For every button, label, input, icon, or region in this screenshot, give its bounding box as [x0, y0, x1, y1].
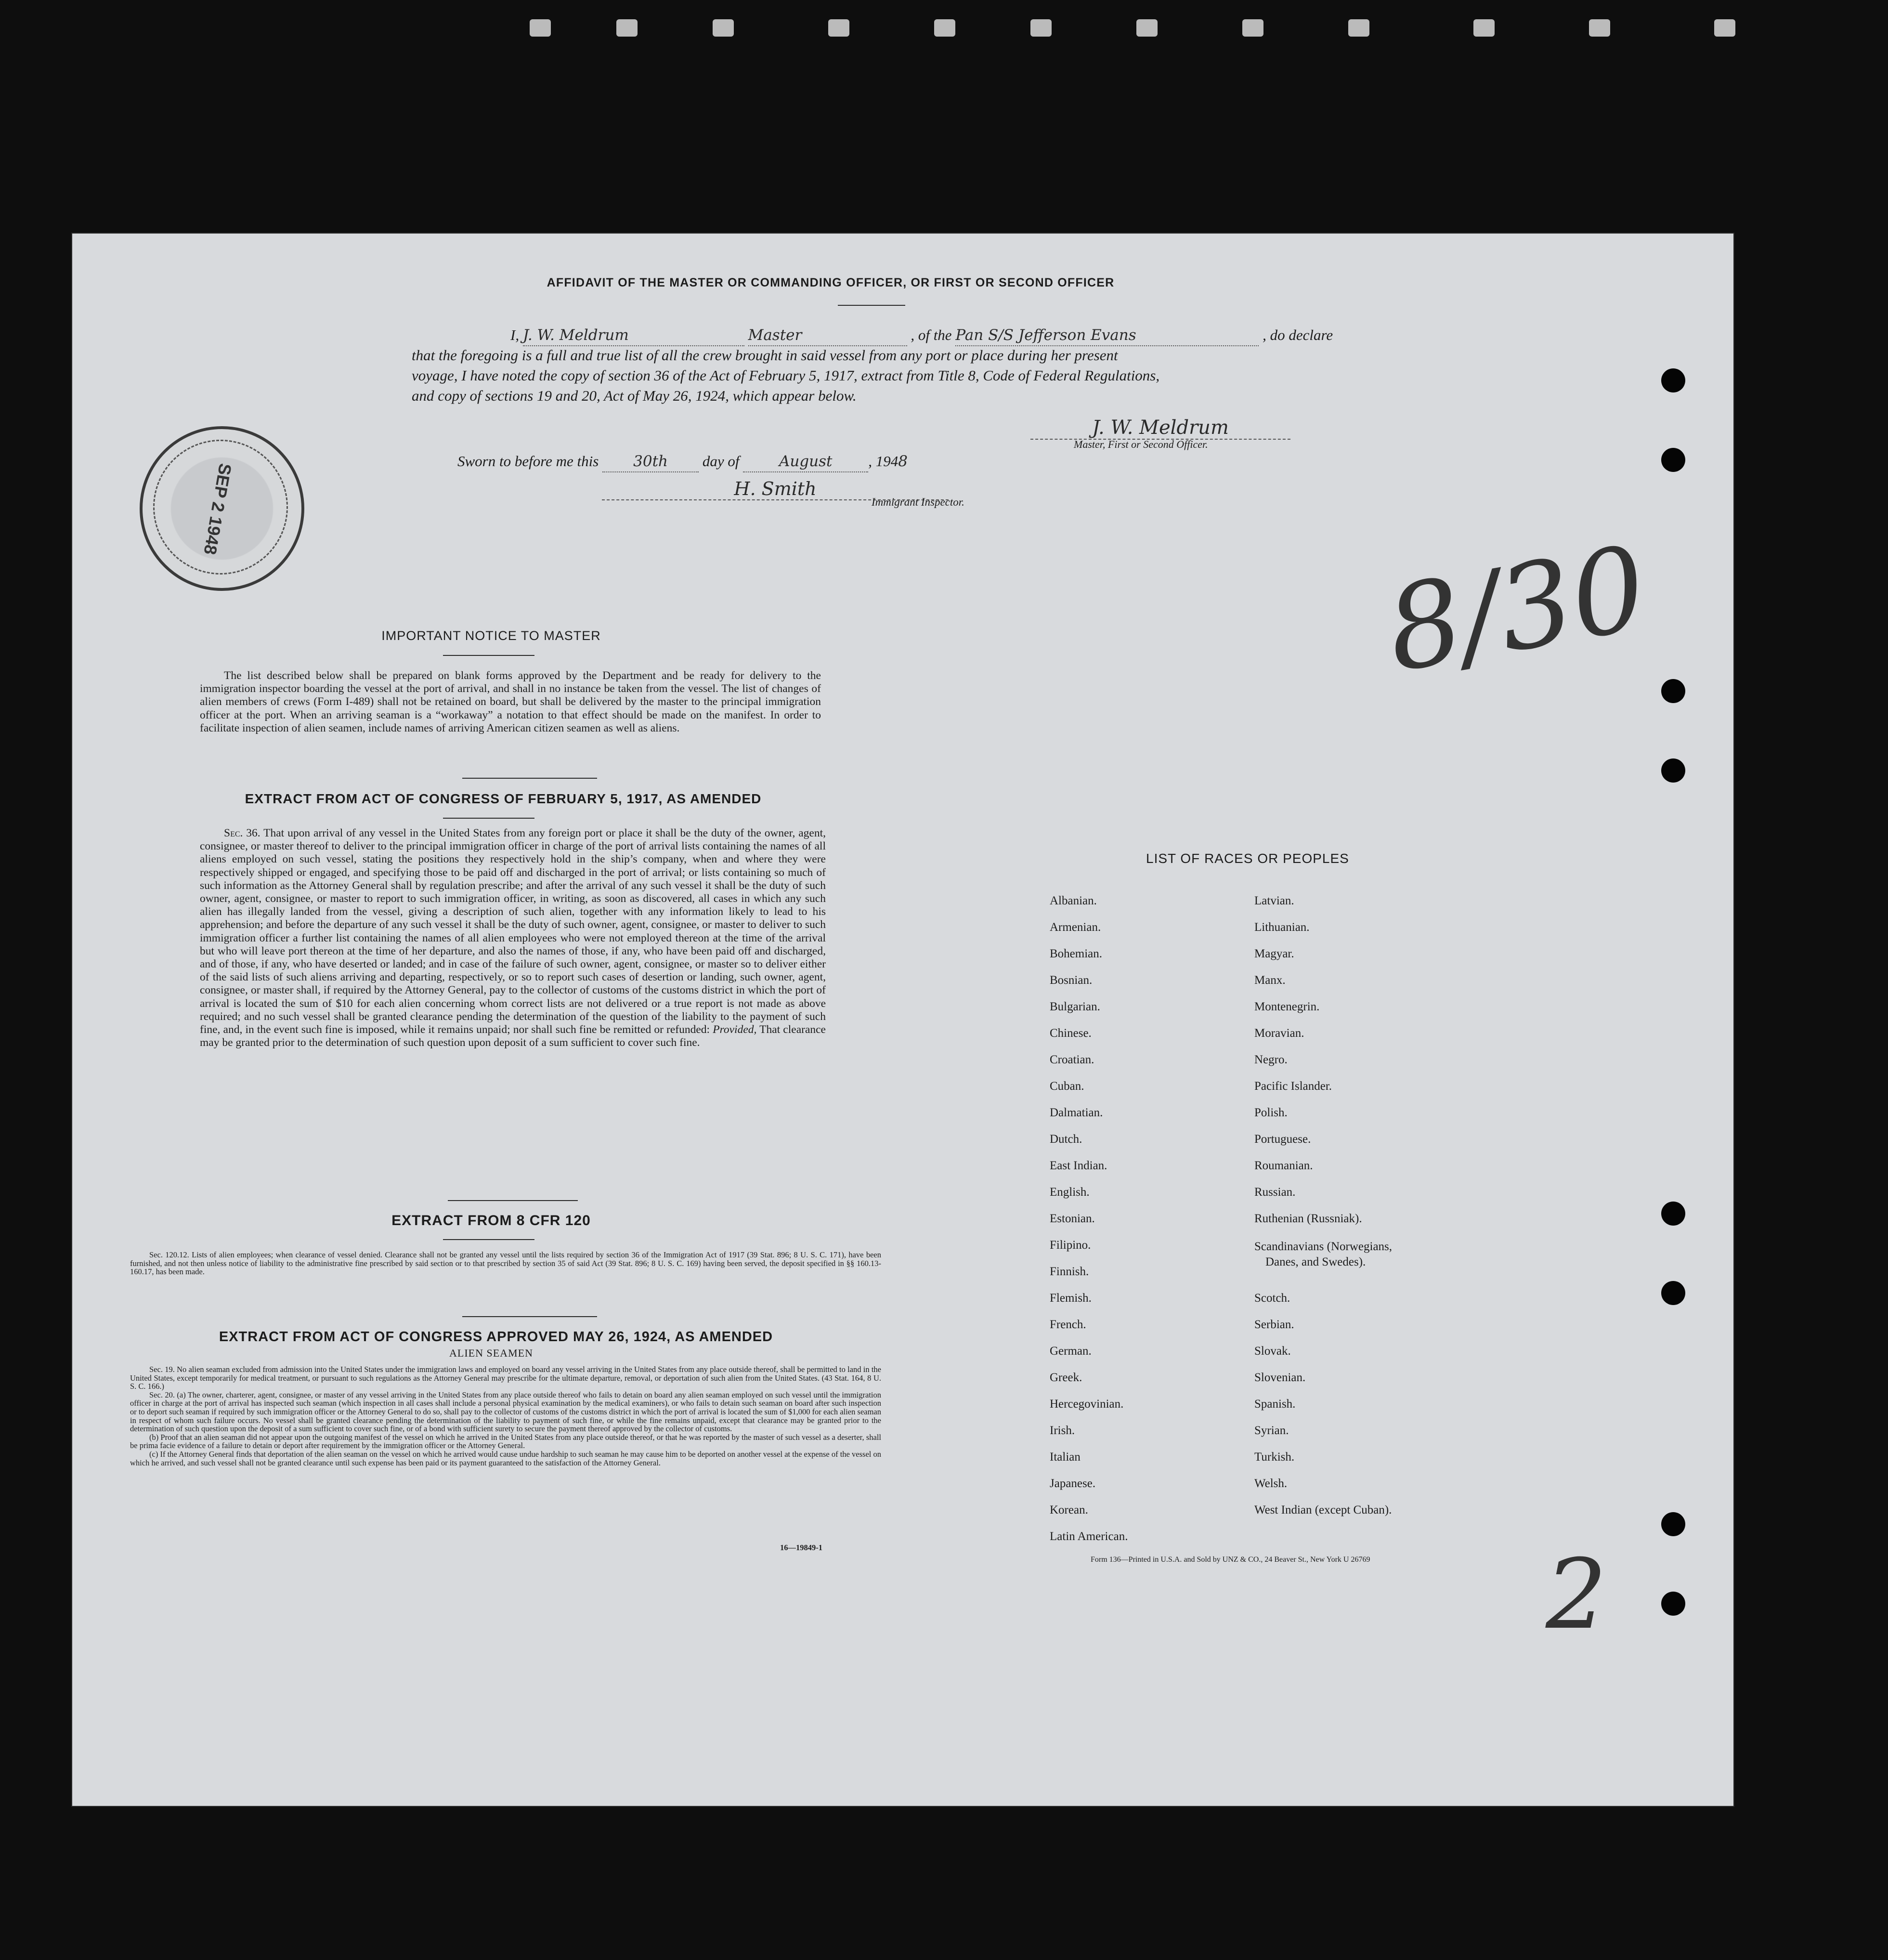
master-signature: J. W. Meldrum	[1030, 417, 1290, 440]
extract-1917-proviso: That clearance may be granted prior to the determination of such question upon deposit of a sum sufficient to cover such fine.	[200, 1023, 826, 1049]
extract-1924-text	[130, 1365, 881, 1467]
affidavit-line-1	[453, 325, 1392, 346]
races-title: LIST OF RACES OR PEOPLES	[1146, 851, 1349, 866]
affidavit-line-2: that the foregoing is a full and true list of all the crew brought in said vessel from any port or place during her present	[412, 347, 1118, 364]
extract-1917-text	[200, 827, 826, 1049]
affidavit-line-4: and copy of sections 19 and 20, Act of May 26, 1924, which appear below.	[412, 387, 857, 404]
inspector-signature: H. Smith	[602, 478, 949, 500]
extract-1924-sec20b: (b) Proof that an alien seaman did not appear upon the outgoing manifest of the vessel on which he arrived in the United States from any place outside thereof, or that he was reported by the master of such vessel as a deserter, shall be prima facie evidence of a failure to detain or deport after requirement by the immigration officer or the Attorney General.	[130, 1432, 881, 1450]
race-right: Scotch.	[1254, 1292, 1290, 1305]
race-left: Hercegovinian.	[1050, 1398, 1124, 1411]
of-the-label: , of the	[911, 327, 952, 343]
master-signature-caption: Master, First or Second Officer.	[1074, 438, 1208, 450]
extract-1917-divider	[443, 818, 534, 819]
sworn-day-field: 30th	[602, 451, 699, 472]
vessel-field: Pan S/S Jefferson Evans	[955, 325, 1259, 346]
extract-1924-sec20a: Sec. 20. (a) The owner, charterer, agent, consignee, or master of any vessel arriving in the United States from any place outside thereof who fails to detain on board any alien seaman employed on such vessel until the immigration officer in charge at the port of arrival has inspected such seaman (which inspection in all cases shall include a personal physical examination by the medical examiners), or who fails to detain such seaman on board after such inspection or to deport such seaman if required by such immigration officer or the Attorney General to do so, shall pay to the collector of customs of the customs district in which the port of arrival is located the sum of $1,000 for each alien seaman in respect of whom such failure occurs. No vessel shall be granted clearance pending the determination of the liability to payment of such fine, or while the fine remains unpaid, except that clearance may be granted prior to the determination of such question upon the deposit of a sum sufficient to cover such fine, or of a bond with sufficient surety to secure the payment thereof approved by the collector of customs.	[130, 1390, 881, 1434]
extract-1917-title: EXTRACT FROM ACT OF CONGRESS OF FEBRUARY 5, 1917, AS AMENDED	[245, 791, 762, 806]
extract-1917-proviso-label: Provided,	[713, 1023, 757, 1036]
race-right: Portuguese.	[1254, 1133, 1311, 1146]
race-right: Danes, and Swedes).	[1265, 1255, 1366, 1268]
sworn-line	[457, 451, 1132, 472]
race-right: Pacific Islander.	[1254, 1080, 1332, 1093]
punch-hole	[1661, 758, 1685, 783]
title-divider	[838, 305, 905, 306]
race-right: Latvian.	[1254, 894, 1294, 907]
race-right: Moravian.	[1254, 1027, 1304, 1040]
handwritten-page-number: 8/30	[1377, 520, 1656, 698]
race-right: Ruthenian (Russniak).	[1254, 1212, 1362, 1225]
race-right: Montenegrin.	[1254, 1000, 1320, 1013]
immigration-date-stamp	[140, 426, 304, 591]
race-right: Welsh.	[1254, 1477, 1288, 1490]
race-left: Dutch.	[1050, 1133, 1082, 1146]
race-right: Syrian.	[1254, 1424, 1289, 1437]
race-right: Russian.	[1254, 1186, 1296, 1199]
punch-hole	[1661, 368, 1685, 392]
race-left: Flemish.	[1050, 1292, 1092, 1305]
section-divider	[462, 1316, 597, 1317]
race-left: French.	[1050, 1318, 1086, 1331]
race-left: Chinese.	[1050, 1027, 1092, 1040]
race-right: Magyar.	[1254, 947, 1294, 960]
race-left: German.	[1050, 1345, 1092, 1358]
race-left: Cuban.	[1050, 1080, 1084, 1093]
race-left: Japanese.	[1050, 1477, 1096, 1490]
race-right: Roumanian.	[1254, 1159, 1313, 1172]
race-left: Bulgarian.	[1050, 1000, 1100, 1013]
race-left: Latin American.	[1050, 1530, 1128, 1543]
punch-hole	[1661, 679, 1685, 703]
form-printer-note: Form 136—Printed in U.S.A. and Sold by UNZ & CO., 24 Beaver St., New York U 26769	[1091, 1555, 1370, 1564]
race-right: Negro.	[1254, 1053, 1288, 1066]
inspector-caption: Immigrant Inspector.	[872, 496, 964, 508]
race-left: Dalmatian.	[1050, 1106, 1103, 1119]
race-right: Polish.	[1254, 1106, 1288, 1119]
sworn-label: Sworn to before me this	[457, 453, 599, 470]
notice-title: IMPORTANT NOTICE TO MASTER	[381, 628, 601, 643]
race-left: Greek.	[1050, 1371, 1082, 1384]
race-left: East Indian.	[1050, 1159, 1107, 1172]
extract-cfr-divider	[443, 1239, 534, 1240]
punch-hole	[1661, 448, 1685, 472]
affidavit-i-label: I,	[510, 327, 520, 343]
race-right: Serbian.	[1254, 1318, 1294, 1331]
race-right: Scandinavians (Norwegians,	[1254, 1240, 1393, 1253]
race-left: Korean.	[1050, 1503, 1088, 1516]
year-prefix: , 194	[868, 453, 898, 470]
extract-1924-subtitle: ALIEN SEAMEN	[449, 1347, 533, 1359]
extract-1917-sec: Sec. 36.	[224, 827, 260, 839]
handwritten-corner-mark: 2	[1546, 1539, 1607, 1651]
do-declare-label: , do declare	[1263, 327, 1333, 343]
race-left: Croatian.	[1050, 1053, 1094, 1066]
race-left: Italian	[1050, 1450, 1081, 1463]
race-right: Slovak.	[1254, 1345, 1291, 1358]
extract-cfr-title: EXTRACT FROM 8 CFR 120	[391, 1213, 591, 1228]
race-right: Turkish.	[1254, 1450, 1295, 1463]
race-left: Albanian.	[1050, 894, 1097, 907]
film-edge-markings	[530, 14, 1830, 48]
extract-1924-title: EXTRACT FROM ACT OF CONGRESS APPROVED MAY 26, 1924, AS AMENDED	[219, 1329, 773, 1345]
punch-hole	[1661, 1202, 1685, 1226]
race-right: Slovenian.	[1254, 1371, 1306, 1384]
day-of-label: day of	[702, 453, 740, 470]
year-suffix-field: 8	[898, 453, 908, 470]
extract-1924-form-code: 16—19849-1	[780, 1543, 822, 1552]
stamp-date: SEP 2 1948	[200, 462, 236, 556]
affidavit-title: AFFIDAVIT OF THE MASTER OR COMMANDING OFFICER, OR FIRST OR SECOND OFFICER	[547, 276, 1115, 289]
race-left: Bohemian.	[1050, 947, 1103, 960]
notice-text: The list described below shall be prepared on blank forms approved by the Department and be ready for delivery to the immigration inspector boarding the vessel at the port of arrival, and shall in no instance be taken from the vessel. The list of changes of alien members of crews (Form I-489) shall not be retained on board, but shall be delivered by the master to the principal immigration officer at the port. When an arriving seaman is a “workaway” a notation to that effect should be made on the manifest. In order to facilitate inspection of alien seamen, include names of arriving American citizen seamen as well as aliens.	[200, 669, 821, 734]
extract-1924-sec20c: (c) If the Attorney General finds that deportation of the alien seaman on the vessel on which he arrived would cause undue hardship to such seaman he may cause him to be deported on another vessel at the expense of the vessel on which he arrived, and such vessel shall not be granted clearance until such expense has been paid or its payment guaranteed to the satisfaction of the Attorney General.	[130, 1449, 881, 1467]
section-divider	[462, 778, 597, 779]
punch-hole	[1661, 1512, 1685, 1536]
master-name-field: J. W. Meldrum	[523, 325, 744, 346]
notice-divider	[443, 655, 534, 656]
race-left: Finnish.	[1050, 1265, 1089, 1278]
race-left: Armenian.	[1050, 921, 1101, 934]
extract-1924-sec19: Sec. 19. No alien seaman excluded from admission into the United States under the immigration laws and employed on board any vessel arriving in the United States from any place outside thereof, shall be permitted to land in the United States, except temporarily for medical treatment, or pursuant to such regulations as the Attorney General may prescribe for the ultimate departure, removal, or deportation of such alien from the United States. (43 Stat. 164, 8 U. S. C. 166.)	[130, 1365, 881, 1391]
race-right: Spanish.	[1254, 1398, 1296, 1411]
sworn-month-field: August	[743, 451, 868, 472]
race-left: Irish.	[1050, 1424, 1075, 1437]
race-right: Manx.	[1254, 974, 1286, 987]
race-left: English.	[1050, 1186, 1090, 1199]
punch-hole	[1661, 1281, 1685, 1305]
affidavit-line-3: voyage, I have noted the copy of section 36 of the Act of February 5, 1917, extract from Title 8, Code of Federal Regulations,	[412, 367, 1160, 384]
punch-hole	[1661, 1592, 1685, 1616]
extract-1917-body: That upon arrival of any vessel in the United States from any foreign port or place it shall be the duty of the owner, agent, consignee, or master thereof to deliver to the principal immigration officer in charge of the port of arrival lists containing the names of all aliens employed on such vessel, stating the positions they respectively hold in the ship’s company, when and where they were respectively shipped or engaged, and specifying those to be paid off and discharged in the port of arrival; or lists containing so much of such information as the Attorney General shall by regulation prescribe; and after the arrival of any such vessel it shall be the duty of such owner, agent, consignee, or master to report to such immigration officer, in writing, as soon as discovered, all cases in which any such alien has illegally landed from the vessel, giving a description of such alien, together with any information likely to lead to his apprehension; and before the departure of any such vessel it shall be the duty of such owner, agent, consignee, or master to deliver to such immigration officer a further list containing the names of all alien employees who were not employed thereon at the time of the arrival but who will leave port thereon at the time of her departure, and also the names of those, if any, who have been paid off and discharged, and of those, if any, who have deserted or landed; and in case of the failure of such owner, agent, consignee, or master so to deliver either of the said lists of such aliens arriving and departing, respectively, or so to report such cases of desertion or landing, such owner, agent, consignee, or master shall, if required by the Attorney General, pay to the collector of customs of the customs district in which the port of arrival is located the sum of $10 for each alien concerning whom correct lists are not delivered or a true report is not made as above required; and no such vessel shall be granted clearance pending the determination of the question of the liability to the payment of such fine, and, in the event such fine is imposed, while it remains unpaid; nor shall such fine be remitted or refunded:	[200, 827, 826, 1036]
rank-field: Master	[748, 325, 907, 346]
extract-cfr-text: Sec. 120.12. Lists of alien employees; when clearance of vessel denied. Clearance shall not be granted any vessel until the lists required by section 36 of the Immigration Act of 1917 (39 Stat. 896; 8 U. S. C. 171), have been furnished, and not then unless notice of liability to the administrative fine prescribed by said section or to that prescribed by section 35 of said Act (39 Stat. 896; 8 U. S. C. 169) having been served, the deposit specified in §§ 160.13-160.17, has been made.	[130, 1250, 881, 1277]
document-sheet	[72, 234, 1733, 1806]
race-left: Estonian.	[1050, 1212, 1095, 1225]
race-left: Filipino.	[1050, 1239, 1091, 1252]
section-divider	[448, 1200, 578, 1201]
race-right: West Indian (except Cuban).	[1254, 1503, 1392, 1516]
race-left: Bosnian.	[1050, 974, 1093, 987]
race-right: Lithuanian.	[1254, 921, 1310, 934]
